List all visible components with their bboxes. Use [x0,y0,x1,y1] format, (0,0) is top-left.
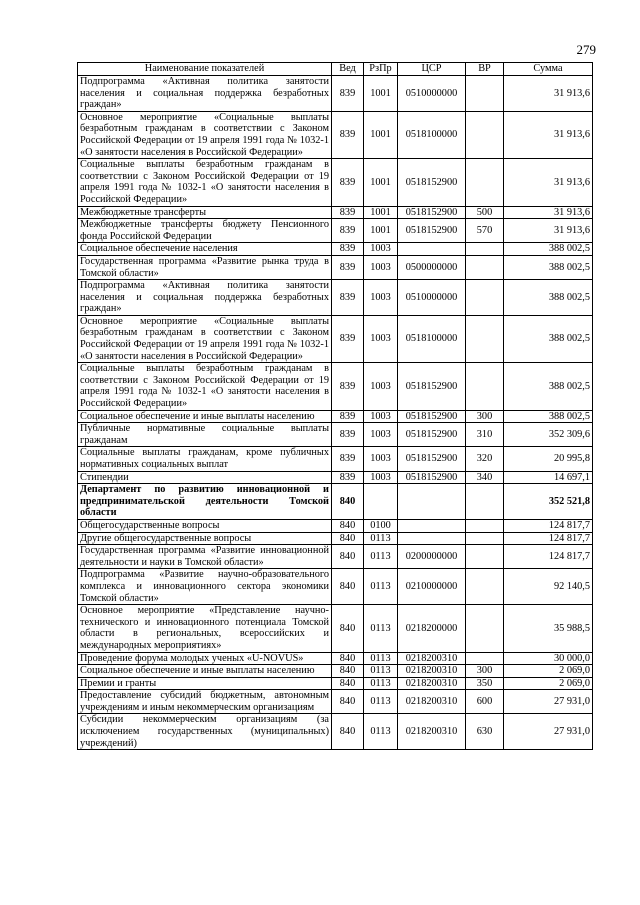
table-row [78,111,593,158]
cell-rzpr: 1001 [364,206,398,219]
cell-csr: 0510000000 [398,280,466,316]
table-row [78,219,593,243]
cell-name: Другие общегосударственные вопросы [78,532,332,545]
cell-name: Общегосударственные вопросы [78,519,332,532]
cell-ved: 840 [332,569,364,605]
cell-rzpr: 1003 [364,363,398,410]
cell-csr: 0218200310 [398,690,466,714]
cell-rzpr: 0113 [364,545,398,569]
cell-ved: 839 [332,219,364,243]
cell-vr: 630 [466,714,504,750]
table-row [78,519,593,532]
header-rzpr: РзПр [364,63,398,76]
cell-name: Государственная программа «Развитие инновационной деятельности и науки в Томской области» [78,545,332,569]
table-row [78,423,593,447]
cell-sum: 388 002,5 [504,363,593,410]
cell-csr: 0218200000 [398,605,466,652]
cell-sum: 20 995,8 [504,447,593,471]
cell-sum: 388 002,5 [504,315,593,362]
cell-name: Социальные выплаты безработным гражданам в соответствии с Законом Российской Федерации от 19 апреля 1991 года № 1032-1 «О занятости населения в Российской Федерации» [78,363,332,410]
cell-rzpr: 1003 [364,423,398,447]
table-row [78,471,593,484]
cell-sum: 92 140,5 [504,569,593,605]
cell-sum: 31 913,6 [504,111,593,158]
table-row [78,714,593,750]
cell-name: Социальное обеспечение и иные выплаты населению [78,410,332,423]
cell-rzpr: 0113 [364,532,398,545]
cell-name: Предоставление субсидий бюджетным, автономным учреждениям и иным некоммерческим организациям [78,690,332,714]
cell-rzpr: 1001 [364,76,398,112]
cell-sum: 30 000,0 [504,652,593,665]
cell-csr: 0518152900 [398,159,466,206]
cell-ved: 840 [332,714,364,750]
cell-vr [466,519,504,532]
cell-name: Основное мероприятие «Социальные выплаты безработным гражданам в соответствии с Законом Российской Федерации от 19 апреля 1991 года № 1032-1 «О занятости населения в Российской Федерации» [78,315,332,362]
cell-rzpr: 1003 [364,255,398,279]
header-ved: Вед [332,63,364,76]
cell-name: Проведение форума молодых ученых «U-NOVUS» [78,652,332,665]
cell-ved: 839 [332,76,364,112]
cell-sum: 388 002,5 [504,410,593,423]
cell-name: Основное мероприятие «Социальные выплаты безработным гражданам в соответствии с Законом Российской Федерации от 19 апреля 1991 года № 1032-1 «О занятости населения в Российской Федерации» [78,111,332,158]
cell-rzpr: 0113 [364,665,398,678]
cell-rzpr: 0113 [364,652,398,665]
cell-csr [398,532,466,545]
cell-csr: 0518152900 [398,471,466,484]
cell-name: Подпрограмма «Активная политика занятости населения и социальная поддержка безработных граждан» [78,280,332,316]
table-row [78,652,593,665]
cell-ved: 839 [332,447,364,471]
cell-sum: 2 069,0 [504,665,593,678]
cell-ved: 839 [332,471,364,484]
cell-sum: 388 002,5 [504,243,593,256]
table-row [78,76,593,112]
table-row [78,665,593,678]
cell-sum: 124 817,7 [504,519,593,532]
table-body [78,76,593,750]
cell-ved: 840 [332,519,364,532]
cell-rzpr: 1003 [364,447,398,471]
cell-rzpr [364,484,398,520]
cell-name: Публичные нормативные социальные выплаты гражданам [78,423,332,447]
cell-sum: 2 069,0 [504,677,593,690]
cell-sum: 27 931,0 [504,714,593,750]
page-number: 279 [576,42,596,57]
cell-rzpr: 0100 [364,519,398,532]
cell-rzpr: 0113 [364,714,398,750]
cell-ved: 840 [332,532,364,545]
table-row [78,532,593,545]
cell-ved: 840 [332,690,364,714]
table-row [78,569,593,605]
cell-name: Социальные выплаты гражданам, кроме публичных нормативных социальных выплат [78,447,332,471]
table-row [78,280,593,316]
cell-csr: 0518152900 [398,206,466,219]
table-row [78,447,593,471]
cell-vr [466,652,504,665]
cell-ved: 840 [332,677,364,690]
cell-csr: 0200000000 [398,545,466,569]
cell-csr: 0518152900 [398,363,466,410]
cell-vr: 350 [466,677,504,690]
cell-sum: 14 697,1 [504,471,593,484]
cell-sum: 31 913,6 [504,159,593,206]
cell-sum: 31 913,6 [504,219,593,243]
header-csr: ЦСР [398,63,466,76]
cell-vr [466,569,504,605]
cell-ved: 840 [332,605,364,652]
cell-sum: 31 913,6 [504,76,593,112]
header-vr: ВР [466,63,504,76]
table-row [78,410,593,423]
cell-ved: 840 [332,545,364,569]
cell-name: Подпрограмма «Активная политика занятости населения и социальная поддержка безработных граждан» [78,76,332,112]
cell-ved: 839 [332,159,364,206]
cell-vr: 310 [466,423,504,447]
cell-ved: 839 [332,280,364,316]
table-row [78,255,593,279]
cell-ved: 839 [332,255,364,279]
cell-vr [466,76,504,112]
cell-name: Социальное обеспечение населения [78,243,332,256]
cell-csr: 0518100000 [398,315,466,362]
cell-csr: 0518152900 [398,219,466,243]
cell-vr [466,243,504,256]
cell-csr [398,243,466,256]
cell-vr [466,532,504,545]
cell-vr [466,255,504,279]
cell-vr [466,280,504,316]
cell-ved: 840 [332,652,364,665]
cell-sum: 124 817,7 [504,532,593,545]
cell-ved: 839 [332,206,364,219]
cell-name: Стипендии [78,471,332,484]
cell-rzpr: 1003 [364,471,398,484]
cell-csr: 0500000000 [398,255,466,279]
header-sum: Сумма [504,63,593,76]
cell-vr: 340 [466,471,504,484]
table-row [78,690,593,714]
cell-csr: 0218200310 [398,652,466,665]
cell-vr: 500 [466,206,504,219]
cell-csr: 0218200310 [398,665,466,678]
table-row [78,159,593,206]
cell-sum: 352 309,6 [504,423,593,447]
cell-vr [466,315,504,362]
cell-ved: 840 [332,484,364,520]
table-row [78,206,593,219]
cell-vr [466,545,504,569]
cell-rzpr: 1001 [364,219,398,243]
cell-rzpr: 1001 [364,159,398,206]
cell-csr [398,484,466,520]
cell-name: Субсидии некоммерческим организациям (за исключением государственных (муниципальных) учреждений) [78,714,332,750]
cell-sum: 31 913,6 [504,206,593,219]
cell-vr [466,363,504,410]
table-row [78,363,593,410]
cell-csr: 0210000000 [398,569,466,605]
table-row [78,243,593,256]
cell-csr: 0218200310 [398,677,466,690]
cell-csr: 0518152900 [398,447,466,471]
cell-rzpr: 1001 [364,111,398,158]
cell-vr [466,484,504,520]
header-name: Наименование показателей [78,63,332,76]
cell-ved: 839 [332,363,364,410]
table-row [78,545,593,569]
cell-sum: 388 002,5 [504,280,593,316]
cell-csr: 0518152900 [398,410,466,423]
cell-rzpr: 1003 [364,410,398,423]
cell-csr: 0518100000 [398,111,466,158]
cell-vr [466,111,504,158]
cell-sum: 27 931,0 [504,690,593,714]
cell-name: Социальное обеспечение и иные выплаты населению [78,665,332,678]
cell-vr: 600 [466,690,504,714]
table-row [78,315,593,362]
cell-ved: 839 [332,111,364,158]
cell-name: Межбюджетные трансферты [78,206,332,219]
cell-name: Государственная программа «Развитие рынка труда в Томской области» [78,255,332,279]
cell-csr [398,519,466,532]
cell-rzpr: 0113 [364,690,398,714]
table-row [78,677,593,690]
cell-rzpr: 1003 [364,243,398,256]
table-header-row [78,63,593,76]
cell-rzpr: 0113 [364,569,398,605]
table-row [78,484,593,520]
cell-csr: 0218200310 [398,714,466,750]
cell-rzpr: 1003 [364,280,398,316]
cell-csr: 0510000000 [398,76,466,112]
cell-ved: 839 [332,315,364,362]
table-row [78,605,593,652]
cell-rzpr: 1003 [364,315,398,362]
cell-csr: 0518152900 [398,423,466,447]
cell-sum: 352 521,8 [504,484,593,520]
budget-table [77,62,593,750]
cell-name: Основное мероприятие «Представление научно-технического и инновационного потенциала Томской области в региональных, всероссийских и международных мероприятиях» [78,605,332,652]
cell-name: Премии и гранты [78,677,332,690]
cell-ved: 840 [332,665,364,678]
cell-name: Межбюджетные трансферты бюджету Пенсионного фонда Российской Федерации [78,219,332,243]
cell-sum: 124 817,7 [504,545,593,569]
cell-name: Подпрограмма «Развитие научно-образовательного комплекса и инновационного сектора экономики Томской области» [78,569,332,605]
cell-sum: 35 988,5 [504,605,593,652]
cell-vr: 570 [466,219,504,243]
cell-vr: 320 [466,447,504,471]
cell-rzpr: 0113 [364,605,398,652]
cell-name: Социальные выплаты безработным гражданам в соответствии с Законом Российской Федерации от 19 апреля 1991 года № 1032-1 «О занятости населения в Российской Федерации» [78,159,332,206]
cell-vr: 300 [466,665,504,678]
cell-vr [466,159,504,206]
cell-sum: 388 002,5 [504,255,593,279]
cell-rzpr: 0113 [364,677,398,690]
cell-ved: 839 [332,423,364,447]
cell-name: Департамент по развитию инновационной и предпринимательской деятельности Томской области [78,484,332,520]
cell-vr [466,605,504,652]
cell-ved: 839 [332,243,364,256]
cell-vr: 300 [466,410,504,423]
cell-ved: 839 [332,410,364,423]
